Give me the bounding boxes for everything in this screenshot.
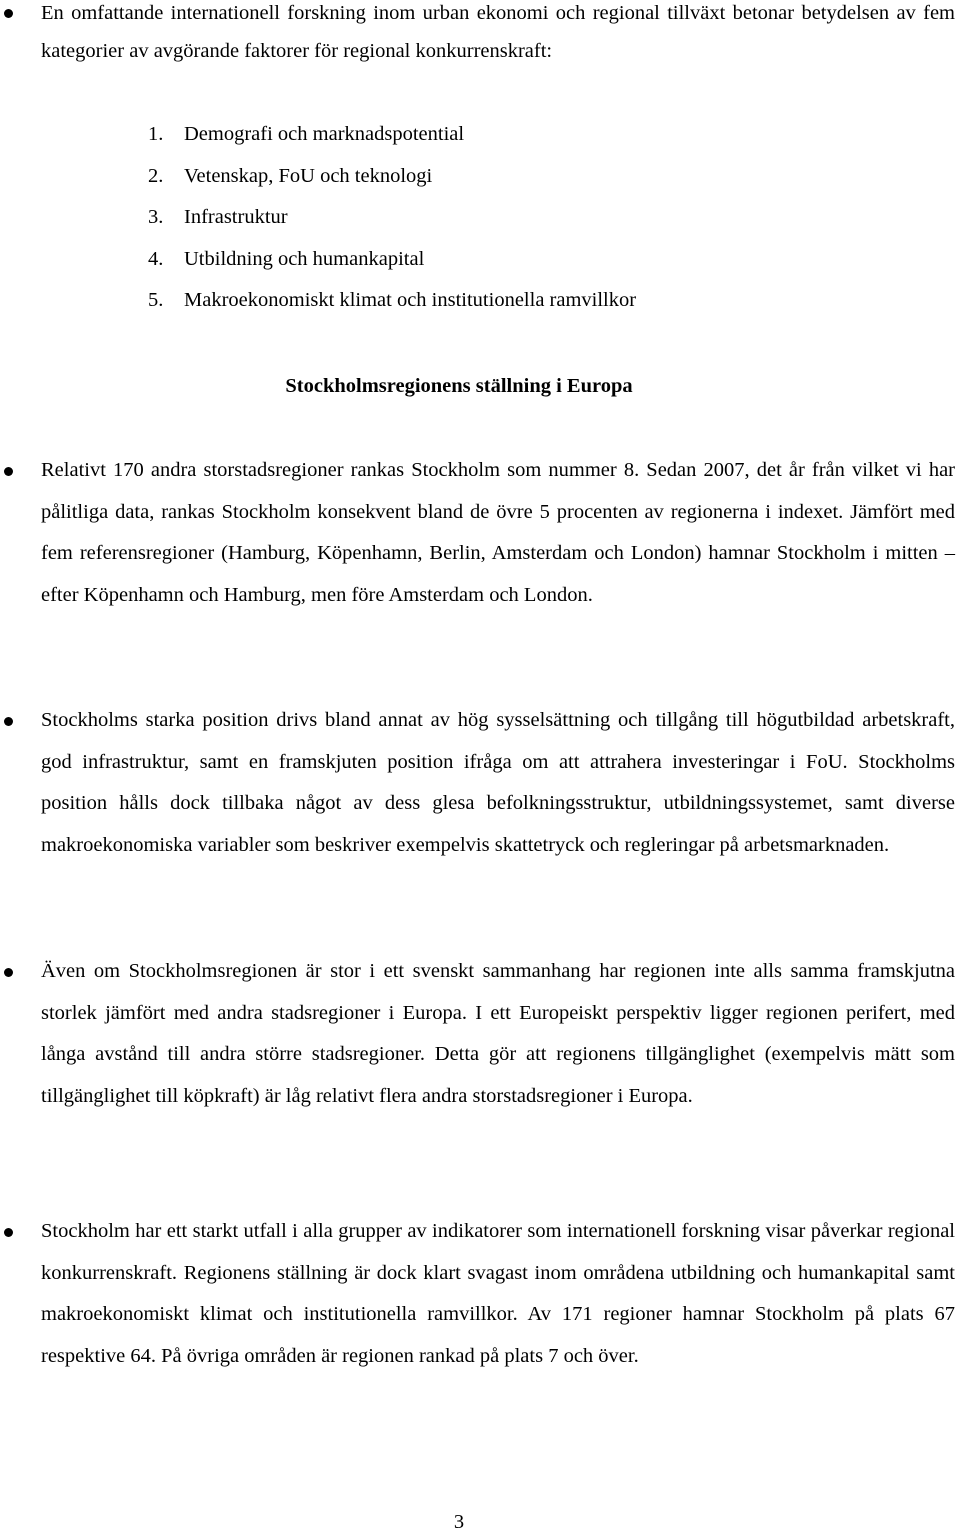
bullet-paragraph: Stockholm har ett starkt utfall i alla grupper av indikatorer som internationell forskning visar påverkar regional konkurrenskraft. Regionens ställning är dock klart svagast inom områdena utbildning och humankapital samt makroekonomiskt klimat och institutionella ramvillkor. Av 171 regioner hamnar Stockholm på plats 67 respektive 64. På övriga områden är regionen rankad på plats 7 och över. [41, 1220, 955, 1367]
bullet-icon [4, 467, 13, 476]
intro-paragraph: En omfattande internationell forskning inom urban ekonomi och regional tillväxt betonar betydelsen av fem kategorier av avgörande faktorer för regional konkurrenskraft: [41, 2, 955, 62]
bullet-paragraph: Stockholms starka position drivs bland annat av hög sysselsättning och tillgång till högutbildad arbetskraft, god infrastruktur, samt en framskjuten position ifråga om att attrahera investeringar i FoU. Stockholms position hålls dock tillbaka något av dess glesa befolkningsstruktur, utbildningssystemet, samt diverse makroekonomiska variabler som beskriver exempelvis skattetryck och regleringar på arbetsmarknaden. [41, 709, 955, 856]
factor-list [148, 114, 636, 322]
list-item: 5. Makroekonomiskt klimat och institutionella ramvillkor [148, 289, 637, 312]
bullet-icon [4, 717, 13, 726]
list-item: 3. Infrastruktur [148, 206, 288, 229]
bullet-icon [4, 1228, 13, 1237]
bullet-icon [4, 9, 13, 18]
list-item: 2. Vetenskap, FoU och teknologi [148, 164, 433, 187]
section-heading: Stockholmsregionens ställning i Europa [285, 375, 633, 397]
bullet-paragraph: Även om Stockholmsregionen är stor i ett svenskt sammanhang har regionen inte alls samma framskjutna storlek jämfört med andra stadsregioner i Europa. I ett Europeiskt perspektiv ligger regionen perifert, med långa avstånd till andra större stadsregioner. Detta gör att regionens tillgänglighet (exempelvis mätt som tillgänglighet till köpkraft) är låg relativt flera andra storstadsregioner i Europa. [41, 960, 955, 1107]
bullet-paragraph: Relativt 170 andra storstadsregioner rankas Stockholm som nummer 8. Sedan 2007, det år från vilket vi har pålitliga data, rankas Stockholm konsekvent bland de övre 5 procenten av regionerna i indexet. Jämfört med fem referensregioner (Hamburg, Köpenhamn, Berlin, Amsterdam och London) hamnar Stockholm i mitten – efter Köpenhamn och Hamburg, men före Amsterdam och London. [41, 459, 955, 606]
list-item: 4. Utbildning och humankapital [148, 247, 425, 270]
page-number: 3 [453, 1511, 465, 1533]
bullet-icon [4, 968, 13, 977]
list-item: 1. Demografi och marknadspotential [148, 123, 465, 145]
